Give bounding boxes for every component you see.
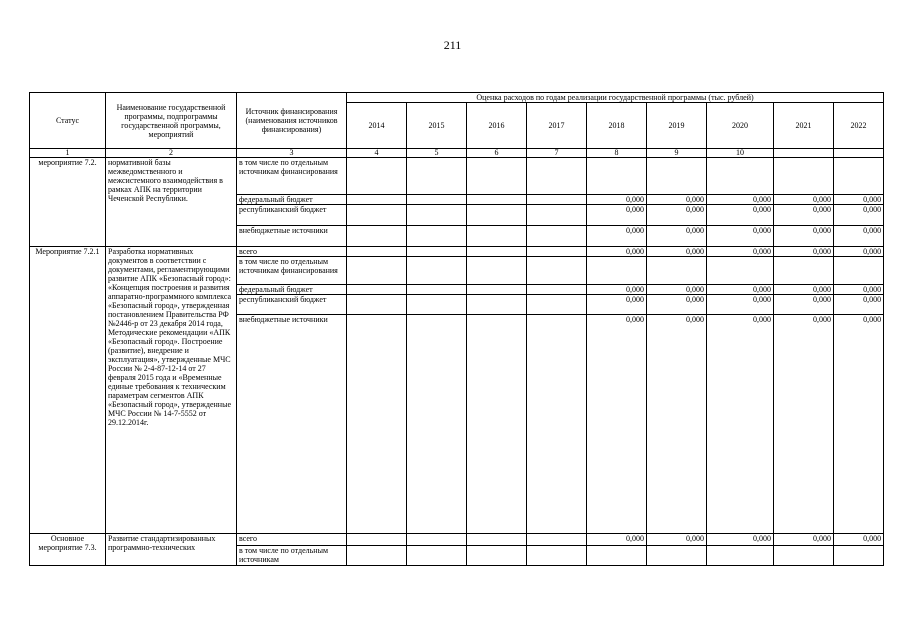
funding-source-cell: федеральный бюджет bbox=[237, 195, 347, 205]
value-cell bbox=[834, 158, 884, 195]
value-cell: 0,000 bbox=[647, 295, 707, 315]
value-cell: 0,000 bbox=[834, 226, 884, 247]
header-year: 2017 bbox=[527, 103, 587, 149]
value-cell bbox=[347, 257, 407, 285]
value-cell: 0,000 bbox=[647, 195, 707, 205]
value-cell bbox=[347, 546, 407, 566]
value-cell: 0,000 bbox=[707, 226, 774, 247]
header-row bbox=[30, 93, 884, 103]
value-cell bbox=[527, 285, 587, 295]
status-cell: Основное мероприятие 7.3. bbox=[30, 534, 106, 566]
value-cell: 0,000 bbox=[774, 195, 834, 205]
value-cell bbox=[467, 195, 527, 205]
value-cell bbox=[527, 546, 587, 566]
column-number: 9 bbox=[647, 149, 707, 158]
value-cell bbox=[467, 205, 527, 226]
value-cell: 0,000 bbox=[587, 205, 647, 226]
value-cell bbox=[407, 205, 467, 226]
value-cell: 0,000 bbox=[707, 247, 774, 257]
value-cell: 0,000 bbox=[587, 534, 647, 546]
value-cell bbox=[407, 247, 467, 257]
value-cell: 0,000 bbox=[587, 247, 647, 257]
value-cell bbox=[347, 205, 407, 226]
column-number: 2 bbox=[106, 149, 237, 158]
value-cell bbox=[527, 205, 587, 226]
value-cell bbox=[407, 257, 467, 285]
value-cell: 0,000 bbox=[647, 226, 707, 247]
value-cell: 0,000 bbox=[587, 195, 647, 205]
value-cell: 0,000 bbox=[707, 295, 774, 315]
value-cell: 0,000 bbox=[774, 205, 834, 226]
event-name-cell: Разработка нормативных документов в соответствии с документами, регламентирующими развитие АПК «Безопасный город»: «Концепция построения и развития аппаратно-программного комплекса «Безопасный город», утвержденная постановлением Правительства РФ №2446-р от 23 декабря 2014 года, Методические рекомендации «АПК «Безопасный город». Построение (развитие), внедрение и эксплуатация», утвержденные МЧС России № 2-4-87-12-14 от 27 февраля 2015 года и «Временные единые требования к техническим параметрам сегментов АПК «Безопасный город», утвержденные МЧС России № 14-7-5552 от 29.12.2014г. bbox=[106, 247, 237, 534]
value-cell bbox=[527, 158, 587, 195]
value-cell bbox=[647, 158, 707, 195]
value-cell: 0,000 bbox=[834, 247, 884, 257]
value-cell bbox=[467, 295, 527, 315]
header-status: Статус bbox=[30, 93, 106, 149]
funding-source-cell: в том числе по отдельным источникам финансирования bbox=[237, 257, 347, 285]
value-cell bbox=[467, 534, 527, 546]
funding-source-cell: республиканский бюджет bbox=[237, 205, 347, 226]
funding-source-cell: внебюджетные источники bbox=[237, 226, 347, 247]
value-cell bbox=[647, 546, 707, 566]
status-cell: мероприятие 7.2. bbox=[30, 158, 106, 247]
funding-source-cell: всего bbox=[237, 534, 347, 546]
header-source: Источник финансирования (наименования источников финансирования) bbox=[237, 93, 347, 149]
value-cell bbox=[407, 315, 467, 534]
value-cell bbox=[587, 158, 647, 195]
funding-source-cell: республиканский бюджет bbox=[237, 295, 347, 315]
value-cell bbox=[467, 546, 527, 566]
value-cell: 0,000 bbox=[587, 295, 647, 315]
value-cell: 0,000 bbox=[834, 315, 884, 534]
value-cell: 0,000 bbox=[587, 285, 647, 295]
value-cell bbox=[467, 226, 527, 247]
value-cell bbox=[774, 257, 834, 285]
value-cell bbox=[774, 546, 834, 566]
event-name-cell: нормативной базы межведомственного и межсистемного взаимодействия в рамках АПК на территории Чеченской Республики. bbox=[106, 158, 237, 247]
value-cell bbox=[527, 534, 587, 546]
value-cell: 0,000 bbox=[834, 205, 884, 226]
value-cell: 0,000 bbox=[587, 226, 647, 247]
budget-table bbox=[29, 92, 884, 566]
column-number bbox=[774, 149, 834, 158]
value-cell bbox=[407, 534, 467, 546]
value-cell bbox=[527, 195, 587, 205]
value-cell bbox=[347, 315, 407, 534]
value-cell bbox=[407, 285, 467, 295]
value-cell: 0,000 bbox=[774, 247, 834, 257]
value-cell bbox=[527, 315, 587, 534]
value-cell bbox=[834, 257, 884, 285]
value-cell: 0,000 bbox=[774, 226, 834, 247]
header-year: 2022 bbox=[834, 103, 884, 149]
funding-source-cell: в том числе по отдельным источникам bbox=[237, 546, 347, 566]
column-number: 7 bbox=[527, 149, 587, 158]
value-cell: 0,000 bbox=[647, 285, 707, 295]
value-cell: 0,000 bbox=[774, 295, 834, 315]
table-row bbox=[30, 158, 884, 195]
value-cell: 0,000 bbox=[834, 295, 884, 315]
value-cell bbox=[407, 295, 467, 315]
value-cell bbox=[407, 195, 467, 205]
value-cell bbox=[467, 315, 527, 534]
value-cell bbox=[347, 158, 407, 195]
value-cell bbox=[467, 285, 527, 295]
value-cell bbox=[527, 257, 587, 285]
value-cell bbox=[587, 257, 647, 285]
value-cell bbox=[407, 226, 467, 247]
event-name-cell: Развитие стандартизированных программно-технических bbox=[106, 534, 237, 566]
value-cell bbox=[467, 257, 527, 285]
header-year: 2016 bbox=[467, 103, 527, 149]
value-cell: 0,000 bbox=[647, 534, 707, 546]
value-cell: 0,000 bbox=[774, 534, 834, 546]
funding-source-cell: в том числе по отдельным источникам финансирования bbox=[237, 158, 347, 195]
header-year: 2015 bbox=[407, 103, 467, 149]
value-cell bbox=[407, 158, 467, 195]
value-cell bbox=[774, 158, 834, 195]
value-cell bbox=[707, 546, 774, 566]
value-cell bbox=[347, 295, 407, 315]
column-number: 6 bbox=[467, 149, 527, 158]
value-cell bbox=[527, 226, 587, 247]
value-cell bbox=[467, 158, 527, 195]
column-number bbox=[834, 149, 884, 158]
value-cell: 0,000 bbox=[834, 285, 884, 295]
value-cell bbox=[647, 257, 707, 285]
header-estimate: Оценка расходов по годам реализации государственной программы (тыс. рублей) bbox=[347, 93, 884, 103]
table-row bbox=[30, 534, 884, 546]
column-number: 4 bbox=[347, 149, 407, 158]
header-year: 2019 bbox=[647, 103, 707, 149]
value-cell: 0,000 bbox=[774, 315, 834, 534]
value-cell: 0,000 bbox=[774, 285, 834, 295]
value-cell bbox=[347, 285, 407, 295]
table-body bbox=[30, 158, 884, 566]
status-cell: Мероприятие 7.2.1 bbox=[30, 247, 106, 534]
value-cell bbox=[347, 534, 407, 546]
header-year: 2021 bbox=[774, 103, 834, 149]
value-cell: 0,000 bbox=[647, 247, 707, 257]
header-name: Наименование государственной программы, подпрограммы государственной программы, мероприятий bbox=[106, 93, 237, 149]
funding-source-cell: внебюджетные источники bbox=[237, 315, 347, 534]
value-cell bbox=[707, 257, 774, 285]
page-number: 211 bbox=[443, 38, 462, 52]
funding-source-cell: федеральный бюджет bbox=[237, 285, 347, 295]
value-cell: 0,000 bbox=[834, 195, 884, 205]
value-cell bbox=[407, 546, 467, 566]
value-cell bbox=[707, 158, 774, 195]
funding-source-cell: всего bbox=[237, 247, 347, 257]
header-year: 2020 bbox=[707, 103, 774, 149]
value-cell bbox=[347, 226, 407, 247]
column-number-row bbox=[30, 149, 884, 158]
value-cell bbox=[347, 195, 407, 205]
column-number: 3 bbox=[237, 149, 347, 158]
value-cell: 0,000 bbox=[647, 205, 707, 226]
value-cell bbox=[347, 247, 407, 257]
value-cell: 0,000 bbox=[707, 285, 774, 295]
column-number: 5 bbox=[407, 149, 467, 158]
column-number: 8 bbox=[587, 149, 647, 158]
table-header bbox=[30, 93, 884, 158]
header-year: 2018 bbox=[587, 103, 647, 149]
column-number: 1 bbox=[30, 149, 106, 158]
value-cell: 0,000 bbox=[587, 315, 647, 534]
value-cell: 0,000 bbox=[707, 315, 774, 534]
value-cell bbox=[467, 247, 527, 257]
value-cell bbox=[834, 546, 884, 566]
value-cell: 0,000 bbox=[647, 315, 707, 534]
column-number: 10 bbox=[707, 149, 774, 158]
value-cell bbox=[527, 295, 587, 315]
header-year: 2014 bbox=[347, 103, 407, 149]
table-row bbox=[30, 247, 884, 257]
value-cell bbox=[527, 247, 587, 257]
value-cell: 0,000 bbox=[834, 534, 884, 546]
value-cell: 0,000 bbox=[707, 205, 774, 226]
value-cell bbox=[587, 546, 647, 566]
value-cell: 0,000 bbox=[707, 534, 774, 546]
value-cell: 0,000 bbox=[707, 195, 774, 205]
